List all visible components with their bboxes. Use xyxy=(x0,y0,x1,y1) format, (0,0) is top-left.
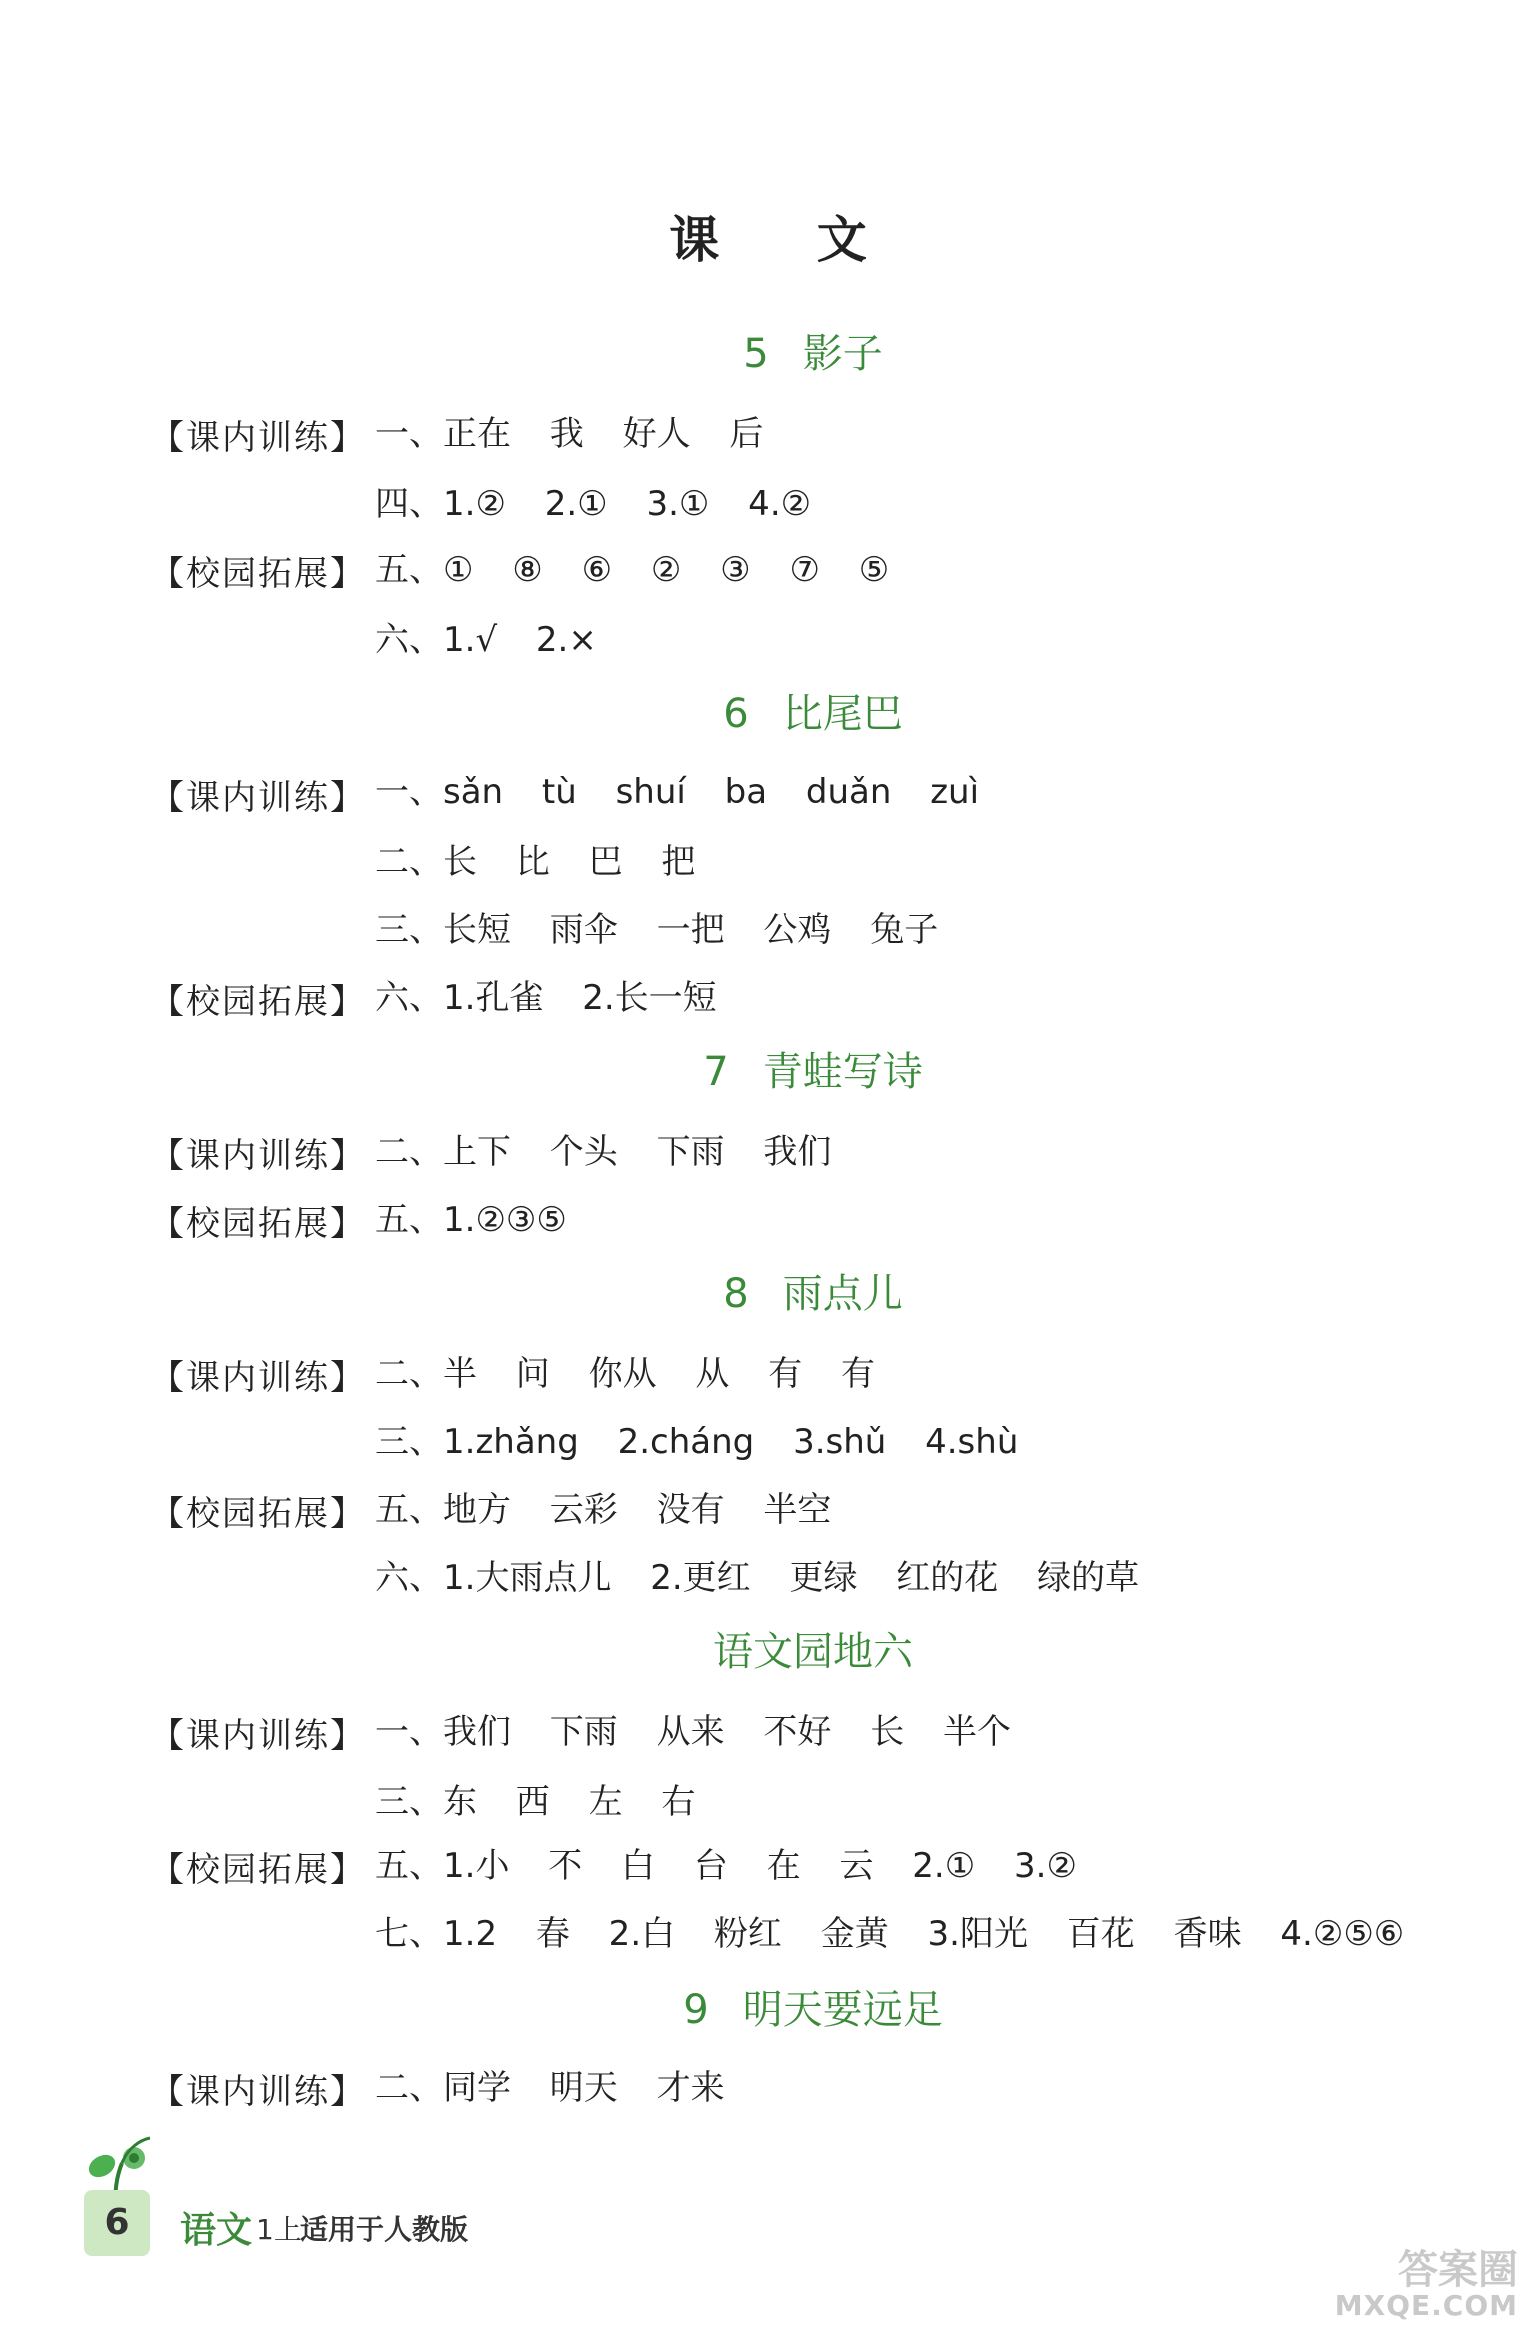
lesson-name: 比尾巴 xyxy=(782,691,903,737)
watermark-url: MXQE.COM xyxy=(1334,2288,1518,2322)
lesson-name: 语文园地六 xyxy=(713,1629,913,1675)
section-tag: 【课内训练】 xyxy=(150,1358,366,1398)
section-tag: 【校园拓展】 xyxy=(150,554,366,594)
lesson-name: 明天要远足 xyxy=(742,1987,943,2033)
lesson-name: 青蛙写诗 xyxy=(762,1049,923,1095)
footer-edition: 适用于人教版 xyxy=(300,2213,469,2246)
answer-line: 六、1.孔雀 2.长一短 xyxy=(375,978,717,1018)
section-tag: 【课内训练】 xyxy=(150,778,366,818)
section-tag: 【校园拓展】 xyxy=(150,1494,366,1534)
footer-subject: 语文 xyxy=(180,2210,253,2251)
lesson-heading xyxy=(0,1040,1536,1097)
section-tag: 【课内训练】 xyxy=(150,1716,366,1756)
answer-line: 二、长 比 巴 把 xyxy=(375,842,696,882)
answer-line: 一、sǎn tù shuí ba duǎn zuì xyxy=(375,772,980,812)
answer-line: 二、半 问 你从 从 有 有 xyxy=(375,1354,876,1394)
answer-line: 六、1.大雨点儿 2.更红 更绿 红的花 绿的草 xyxy=(375,1558,1140,1598)
answer-line: 二、同学 明天 才来 xyxy=(375,2068,725,2108)
answer-line: 一、正在 我 好人 后 xyxy=(375,414,764,454)
page-title: 课 文 xyxy=(669,211,907,269)
watermark-logo-text: 答案圈 xyxy=(1398,2246,1518,2293)
lesson-name: 影子 xyxy=(802,331,883,377)
lesson-name: 雨点儿 xyxy=(782,1271,903,1317)
answer-line: 一、我们 下雨 从来 不好 长 半个 xyxy=(375,1712,1012,1752)
answer-line: 三、1.zhǎng 2.cháng 3.shǔ 4.shù xyxy=(375,1422,1019,1462)
section-tag: 【课内训练】 xyxy=(150,2072,366,2112)
lesson-number: 9 xyxy=(683,1987,709,2033)
lesson-heading xyxy=(0,1978,1536,2035)
answer-line: 三、长短 雨伞 一把 公鸡 兔子 xyxy=(375,910,939,950)
answer-line: 五、1.②③⑤ xyxy=(375,1200,567,1240)
lesson-number: 6 xyxy=(723,691,749,737)
section-tag: 【校园拓展】 xyxy=(150,1204,366,1244)
footer-grade: 1上 xyxy=(256,2213,302,2246)
section-tag: 【课内训练】 xyxy=(150,418,366,458)
lesson-heading xyxy=(0,682,1536,739)
answer-line: 四、1.② 2.① 3.① 4.② xyxy=(375,484,812,524)
answer-line: 二、上下 个头 下雨 我们 xyxy=(375,1132,832,1172)
section-tag: 【校园拓展】 xyxy=(150,982,366,1022)
lesson-number: 7 xyxy=(703,1049,729,1095)
lesson-heading xyxy=(0,322,1536,379)
answer-line: 六、1.√ 2.× xyxy=(375,620,597,660)
lesson-number: 5 xyxy=(743,331,769,377)
watermark xyxy=(1334,2246,1518,2322)
answer-line: 三、东 西 左 右 xyxy=(375,1782,696,1822)
answer-line: 五、1.小 不 白 台 在 云 2.① 3.② xyxy=(375,1846,1077,1886)
section-tag: 【校园拓展】 xyxy=(150,1850,366,1890)
answer-line: 五、① ⑧ ⑥ ② ③ ⑦ ⑤ xyxy=(375,550,890,590)
page-number: 6 xyxy=(84,2190,150,2256)
lesson-number: 8 xyxy=(723,1271,749,1317)
lesson-heading xyxy=(0,1620,1536,1677)
answer-line: 五、地方 云彩 没有 半空 xyxy=(375,1490,832,1530)
lesson-heading xyxy=(0,1262,1536,1319)
answer-line: 七、1.2 春 2.白 粉红 金黄 3.阳光 百花 香味 4.②⑤⑥ xyxy=(375,1914,1405,1954)
section-tag: 【课内训练】 xyxy=(150,1136,366,1176)
